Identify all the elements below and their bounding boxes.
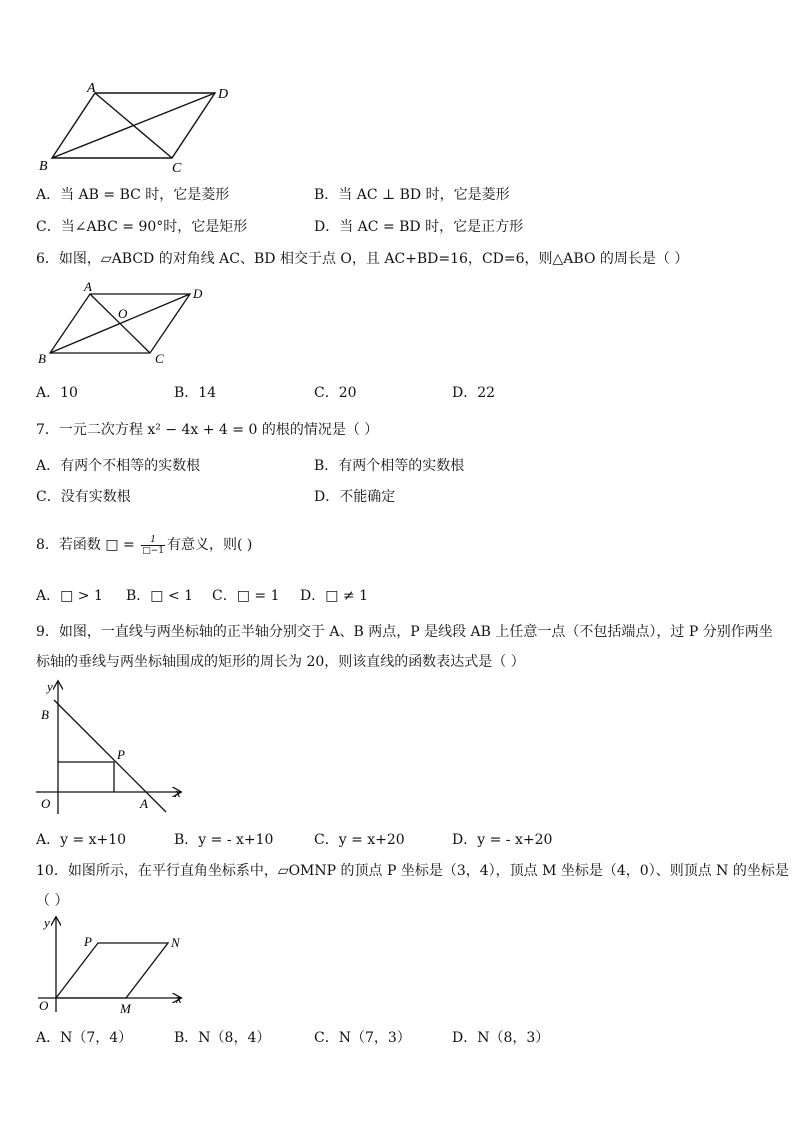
q8-fraction-numerator: 1 [141,535,165,546]
q6-label-d: D [193,286,203,301]
q6-label-a: A [84,279,92,294]
q6-option-c: C．20 [314,385,357,401]
q5-label-d: D [218,87,229,102]
q10-stem-line2: （ ） [36,893,69,909]
q6-label-c: C [155,351,164,366]
q8-option-b: B．□ < 1 [126,588,194,604]
q10-label-p: P [84,934,92,949]
q10-figure [30,912,200,1020]
q9-option-d: D．y = - x+20 [452,832,553,848]
q5-option-d: D．当 AC = BD 时，它是正方形 [314,219,524,235]
q6-diagonal-bd [50,294,190,353]
q6-option-d: D．22 [452,385,496,401]
q5-figure [30,78,250,178]
q10-label-o: O [39,998,49,1013]
q9-figure [30,676,200,821]
q10-option-a: A．N（7，4） [36,1030,133,1046]
q9-stem-line2: 标轴的垂线与两坐标轴围成的矩形的周长为 20，则该直线的函数表达式是（ ） [36,654,525,670]
q8-stem-after: 有意义，则( ) [167,537,253,553]
q10-label-x: x [176,991,182,1006]
q8-option-a: A．□ > 1 [36,588,103,604]
q7-option-c: C．没有实数根 [36,489,131,505]
q9-label-p: P [117,747,125,762]
q5-option-c: C．当∠ABC = 90°时，它是矩形 [36,219,248,235]
q8-fraction-denominator: □−1 [142,545,164,556]
q10-parallelogram [56,943,168,998]
q8-stem [36,534,252,556]
q10-option-d: D．N（8，3） [452,1030,550,1046]
q8-option-d: D．□ ≠ 1 [300,588,368,604]
q10-stem-line1: 10．如图所示，在平行直角坐标系中，▱OMNP 的顶点 P 坐标是（3，4），顶点 M 坐标是（4，0）、则顶点 N 的坐标是 [36,863,789,879]
q7-stem: 7．一元二次方程 x² − 4x + 4 = 0 的根的情况是（ ） [36,422,379,438]
q10-option-b: B．N（8，4） [174,1030,271,1046]
q9-label-y: y [47,679,53,694]
q6-stem: 6．如图，▱ABCD 的对角线 AC、BD 相交于点 O，且 AC+BD=16，CD=6，则△ABO 的周长是（ ） [36,251,689,267]
q9-line-ab [54,700,166,812]
q5-option-b: B．当 AC ⊥ BD 时，它是菱形 [314,187,510,203]
q8-option-c: C．□ = 1 [212,588,280,604]
q10-label-n: N [171,935,180,950]
q10-label-m: M [120,1001,131,1016]
q5-option-a: A．当 AB = BC 时，它是菱形 [36,187,230,203]
q7-option-a: A．有两个不相等的实数根 [36,458,201,474]
q9-option-c: C．y = x+20 [314,832,405,848]
q9-option-a: A．y = x+10 [36,832,127,848]
q5-label-b: B [39,159,48,174]
q7-option-d: D．不能确定 [314,489,396,505]
q5-label-a: A [87,81,96,96]
q10-option-c: C．N（7，3） [314,1030,411,1046]
q9-rectangle [58,762,114,792]
q9-label-a: A [140,796,148,811]
q9-label-x: x [175,785,181,800]
q5-diagonal-bd [52,93,215,158]
q6-option-b: B．14 [174,385,217,401]
q7-option-b: B．有两个相等的实数根 [314,458,465,474]
q8-fraction [141,535,165,556]
q9-stem-line1: 9．如图，一直线与两坐标轴的正半轴分别交于 A、B 两点，P 是线段 AB 上任意一点（不包括端点），过 P 分别作两坐 [36,624,773,640]
q10-label-y: y [44,915,50,930]
q6-label-o: O [118,306,128,321]
q9-label-b: B [41,707,49,722]
q6-option-a: A．10 [36,385,78,401]
q9-label-o: O [41,796,51,811]
q5-label-c: C [172,161,182,176]
q6-figure [30,278,220,368]
q9-option-b: B．y = - x+10 [174,832,274,848]
q8-stem-before: 8．若函数 □ = [36,537,140,553]
q6-label-b: B [38,351,46,366]
